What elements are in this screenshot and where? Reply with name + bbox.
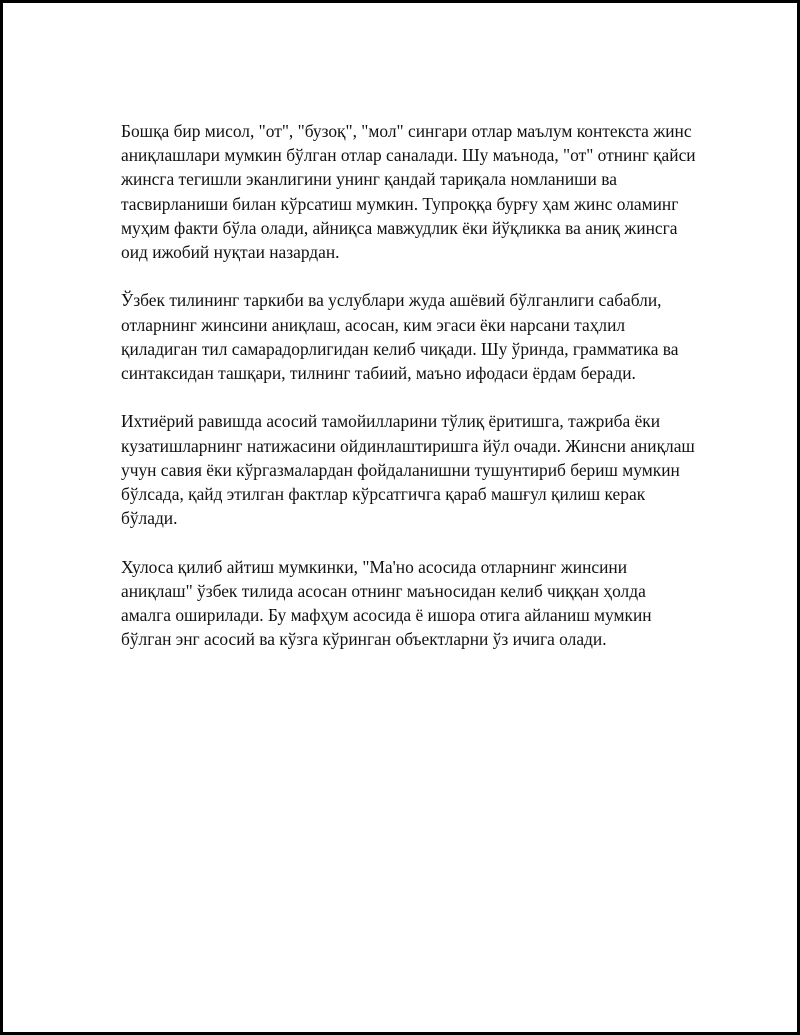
- document-body: [121, 119, 696, 651]
- paragraph-2: Ўзбек тилининг таркиби ва услублари жуда ашёвий бўлганлиги сабабли, отларнинг жинсини аниқлаш, асосан, ким эгаси ёки нарсани таҳлил қиладиган тил самарадорлигидан келиб чиқади. Шу ўринда, грамматика ва синтаксидан ташқари, тилнинг табиий, маъно ифодаси ёрдам беради.: [121, 290, 679, 384]
- paragraph-3: Ихтиёрий равишда асосий тамойилларини тўлиқ ёритишга, тажриба ёки кузатишларнинг натижасини ойдинлаштиришга йўл очади. Жинсни аниқлаш учун савия ёки кўргазмалардан фойдаланишни тушунтириб бериш мумкин бўлсада, қайд этилган фактлар кўрсатгичга қараб машғул қилиш керак бўлади.: [121, 411, 695, 529]
- paragraph-4: Хулоса қилиб айтиш мумкинки, "Ма'но асосида отларнинг жинсини аниқлаш" ўзбек тилида асосан отнинг маъносидан келиб чиққан ҳолда амалга оширилади. Бу мафҳум асосида ё ишора отига айланиш мумкин бўлган энг асосий ва кўзга кўринган объектларни ўз ичига олади.: [121, 556, 652, 650]
- paragraph-1: Бошқа бир мисол, "от", "бузоқ", "мол" сингари отлар маълум контекста жинс аниқлашлари мумкин бўлган отлар саналади. Шу маънода, "от" отнинг қайси жинсга тегишли эканлигини унинг қандай тариқала номланиши ва тасвирланиши билан кўрсатиш мумкин. Тупроққа бурғу ҳам жинс оламинг муҳим факти бўла олади, айниқса мавжудлик ёки йўқликка ва аниқ жинсга оид ижобий нуқтаи назардан.: [121, 121, 696, 263]
